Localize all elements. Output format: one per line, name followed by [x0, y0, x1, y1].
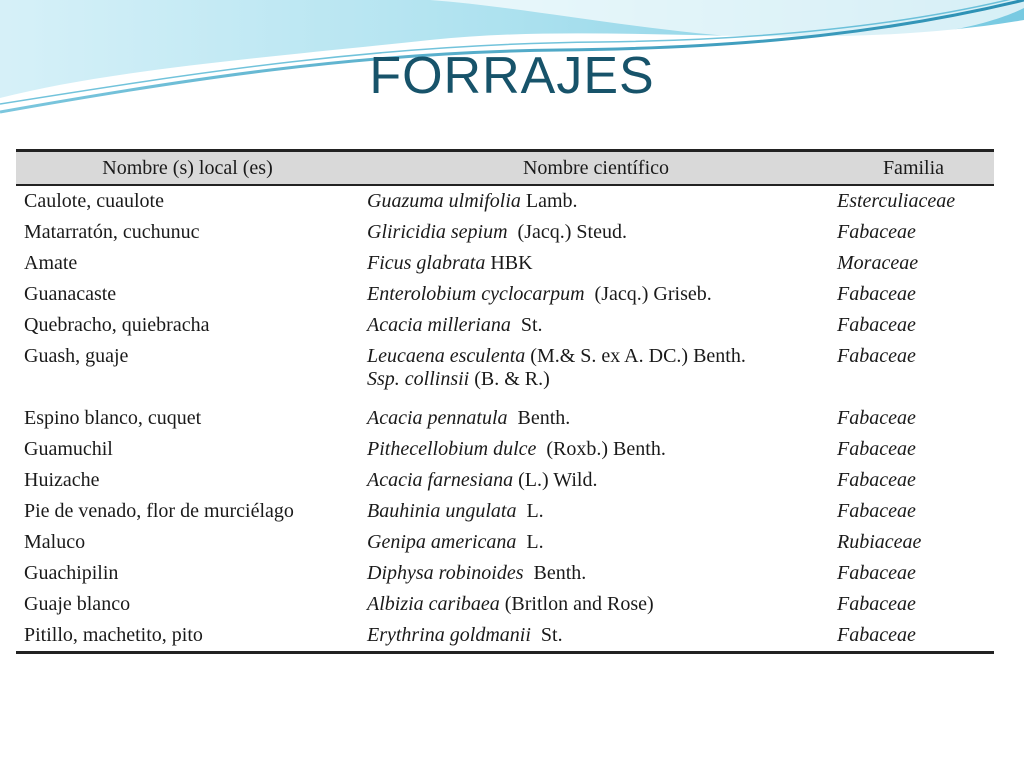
table-row	[16, 558, 994, 589]
cell-scientific	[359, 248, 833, 279]
sci-author: Benth.	[507, 407, 571, 429]
sci-genus-species: Pithecellobium dulce	[367, 438, 537, 460]
cell-scientific	[359, 185, 833, 217]
sci-genus-species: Enterolobium cyclocarpum	[367, 283, 585, 305]
sci-genus-species: Acacia milleriana	[367, 314, 511, 336]
sci-genus-species: Acacia farnesiana	[367, 469, 514, 491]
species-table-container	[16, 149, 994, 654]
cell-scientific	[359, 279, 833, 310]
cell-scientific	[359, 403, 833, 434]
sci-subspecies: Ssp. collinsii	[367, 368, 470, 390]
cell-scientific	[359, 589, 833, 620]
cell-local: Huizache	[24, 469, 100, 491]
sci-author: (Jacq.) Steud.	[507, 221, 627, 243]
slide-title: FORRAJES	[369, 47, 655, 105]
cell-family: Fabaceae	[837, 438, 916, 460]
table-row	[16, 620, 994, 653]
cell-family: Fabaceae	[837, 562, 916, 584]
cell-family: Fabaceae	[837, 469, 916, 491]
cell-family: Fabaceae	[837, 500, 916, 522]
header-family: Familia	[882, 156, 945, 179]
sci-subspecies-author: (B. & R.)	[469, 368, 550, 390]
sci-genus-species: Acacia pennatula	[367, 407, 508, 429]
table-row	[16, 279, 994, 310]
cell-scientific	[359, 558, 833, 589]
cell-local: Pitillo, machetito, pito	[24, 624, 203, 646]
table-row	[16, 310, 994, 341]
sci-author: L.	[516, 500, 544, 522]
sci-genus-species: Genipa americana	[367, 531, 517, 553]
sci-author: St.	[530, 624, 563, 646]
sci-author: L.	[516, 531, 544, 553]
sci-genus-species: Diphysa robinoides	[367, 562, 524, 584]
sci-author: (Britlon and Rose)	[499, 593, 654, 615]
cell-scientific	[359, 620, 833, 653]
sci-author: (Roxb.) Benth.	[536, 438, 666, 460]
sci-author: Benth.	[523, 562, 587, 584]
cell-local: Quebracho, quiebracha	[24, 314, 210, 336]
cell-family: Fabaceae	[837, 221, 916, 243]
cell-scientific	[359, 496, 833, 527]
cell-local: Maluco	[24, 531, 86, 553]
table-row	[16, 403, 994, 434]
cell-family: Esterculiaceae	[837, 190, 956, 212]
sci-line-2	[367, 368, 833, 391]
cell-scientific	[359, 341, 833, 403]
table-row	[16, 217, 994, 248]
sci-genus-species: Guazuma ulmifolia	[367, 190, 521, 212]
sci-author: St.	[510, 314, 543, 336]
cell-family: Fabaceae	[837, 283, 916, 305]
sci-author: (Jacq.) Griseb.	[584, 283, 712, 305]
sci-genus-species: Bauhinia ungulata	[367, 500, 517, 522]
cell-family: Fabaceae	[837, 314, 916, 336]
table-row	[16, 527, 994, 558]
cell-family: Fabaceae	[837, 593, 916, 615]
cell-scientific	[359, 434, 833, 465]
table-row	[16, 496, 994, 527]
table-row	[16, 465, 994, 496]
sci-author: Lamb.	[520, 190, 578, 212]
cell-scientific	[359, 465, 833, 496]
cell-family: Fabaceae	[837, 407, 916, 429]
cell-local: Guamuchil	[24, 438, 113, 460]
cell-local: Guachipilin	[24, 562, 119, 584]
table-header-row	[16, 151, 994, 186]
sci-genus-species: Ficus glabrata	[367, 252, 486, 274]
sci-line-1	[367, 345, 833, 368]
cell-scientific	[359, 527, 833, 558]
cell-local: Guash, guaje	[24, 345, 129, 367]
sci-author: (M.& S. ex A. DC.) Benth.	[525, 345, 746, 367]
table-row	[16, 248, 994, 279]
header-local-name: Nombre (s) local (es)	[102, 156, 273, 179]
sci-genus-species: Erythrina goldmanii	[367, 624, 531, 646]
cell-family: Fabaceae	[837, 345, 916, 367]
species-table	[16, 149, 994, 654]
sci-author: (L.) Wild.	[513, 469, 598, 491]
sci-genus-species: Leucaena esculenta	[367, 345, 526, 367]
sci-author: HBK	[485, 252, 533, 274]
cell-local: Amate	[24, 252, 78, 274]
cell-scientific	[359, 310, 833, 341]
sci-genus-species: Gliricidia sepium	[367, 221, 508, 243]
cell-local: Guaje blanco	[24, 593, 131, 615]
header-scientific-name: Nombre científico	[522, 156, 670, 179]
cell-family: Fabaceae	[837, 624, 916, 646]
cell-scientific	[359, 217, 833, 248]
sci-genus-species: Albizia caribaea	[367, 593, 500, 615]
table-row	[16, 434, 994, 465]
cell-local: Espino blanco, cuquet	[24, 407, 202, 429]
cell-local: Caulote, cuaulote	[24, 190, 164, 212]
cell-family: Rubiaceae	[837, 531, 922, 553]
table-row	[16, 185, 994, 217]
cell-family: Moraceae	[837, 252, 919, 274]
table-row	[16, 341, 994, 403]
table-row	[16, 589, 994, 620]
cell-local: Pie de venado, flor de murciélago	[24, 500, 294, 522]
cell-local: Matarratón, cuchunuc	[24, 221, 200, 243]
cell-local: Guanacaste	[24, 283, 117, 305]
